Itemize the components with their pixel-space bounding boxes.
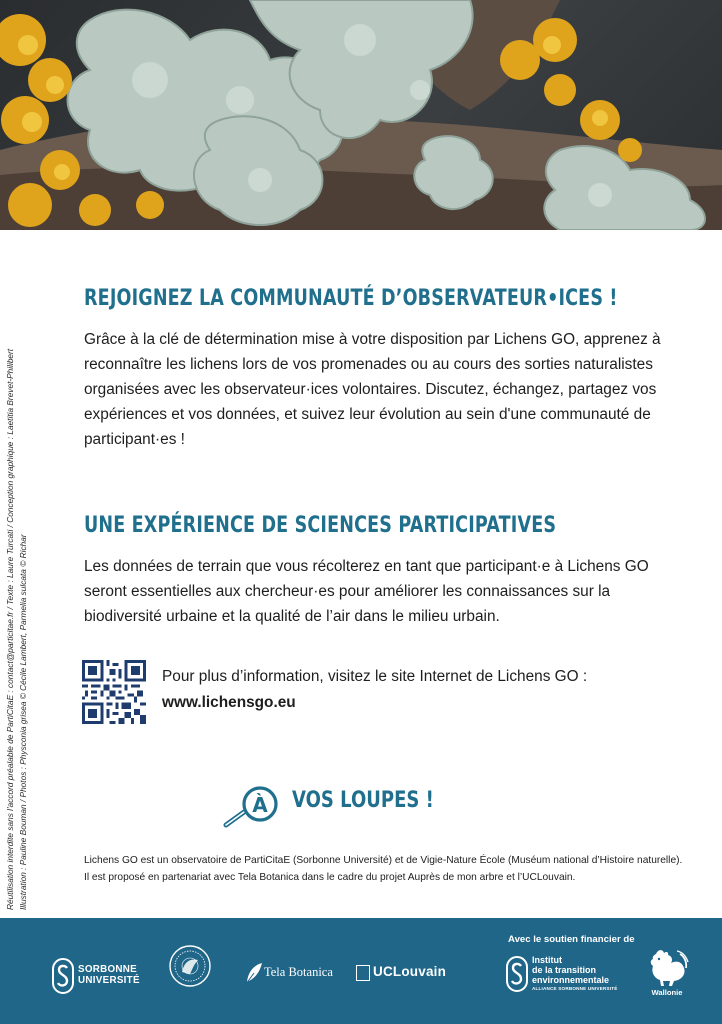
loupe-badge-text: À: [252, 793, 268, 817]
website-link[interactable]: www.lichensgo.eu: [162, 694, 296, 711]
tela-botanica-logo[interactable]: [244, 958, 340, 988]
section-1-body: Grâce à la clé de détermination mise à votre disposition par Lichens GO, apprenez à reconnaître les lichens lors de vos promenades ou au cours des sorties naturalistes organisées avec les observateur·ices volontaires. Discutez, échangez, partagez vos expériences et vos données, et suivez leur évolution au sein d'une communauté de participant·es !: [84, 331, 661, 448]
info-label: Pour plus d’information, visitez le site Internet de Lichens GO :: [162, 668, 588, 685]
uclouvain-logo[interactable]: [356, 962, 456, 986]
ucl-square-icon: [356, 965, 370, 981]
hero-lichen-photo: [0, 0, 722, 230]
loupe-text: VOS LOUPES !: [292, 787, 434, 813]
support-label: Avec le soutien financier de: [508, 934, 635, 945]
itte-s-icon: [506, 956, 528, 992]
wallonie-label: Wallonie: [651, 988, 683, 997]
sorbonne-s-icon: [52, 958, 74, 994]
sorbonne-logo[interactable]: [52, 958, 164, 998]
ucl-label: UCLouvain: [373, 964, 447, 979]
tela-label: Tela Botanica: [264, 965, 333, 979]
section-2-body: Les données de terrain que vous récolterez en tant que participant·e à Lichens GO seront essentielles aux chercheur·es pour améliorer les connaissances sur la biodiversité urbaine et la qualité de l’air dans le milieu urbain.: [84, 558, 649, 625]
section-1-heading: REJOIGNEZ LA COMMUNAUTÉ D’OBSERVATEUR•ICES !: [84, 285, 618, 311]
sorbonne-line-2: UNIVERSITÉ: [78, 975, 140, 986]
magnifier-icon: [222, 785, 284, 829]
rooster-icon: [644, 946, 690, 988]
sorbonne-line-1: SORBONNE: [78, 964, 138, 975]
info-text: [162, 664, 672, 716]
qr-code-icon[interactable]: [82, 660, 146, 724]
credits-line-1: Réutilisation interdite sans l'accord préalable de PartiCitaE : contact@particitae.fr / Texte : Laure Turcati / Conception graphique : Laetitia Brevet-Philibert: [5, 348, 15, 910]
section-2-heading: UNE EXPÉRIENCE DE SCIENCES PARTICIPATIVES: [84, 512, 557, 538]
tela-leaf-icon: [244, 960, 264, 986]
credits-line-2: Illustration : Pauline Bouman / Photos : Physconia grisea © Cécile Lambert, Parmelia sulcata © Richar: [18, 534, 28, 910]
museum-seal-icon: [168, 944, 212, 988]
itte-line-2: de la transition: [532, 964, 597, 975]
itte-line-3: environnementale: [532, 974, 610, 985]
photo-credits: [0, 262, 46, 910]
lichen-illustration: [0, 0, 722, 230]
footnote: Lichens GO est un observatoire de PartiCitaE (Sorbonne Université) et de Vigie-Nature École (Muséum national d’Histoire naturelle). Il est proposé en partenariat avec Tela Botanica dans le cadre du projet Auprès de mon arbre et l’UCLouvain.: [84, 855, 683, 883]
museum-logo[interactable]: [168, 944, 212, 988]
footer-band: [0, 918, 722, 1024]
wallonie-logo[interactable]: [644, 946, 690, 1002]
itte-subline: ALLIANCE SORBONNE UNIVERSITÉ: [532, 986, 618, 991]
itte-line-1: Institut: [532, 955, 562, 965]
itte-logo[interactable]: [506, 954, 636, 998]
